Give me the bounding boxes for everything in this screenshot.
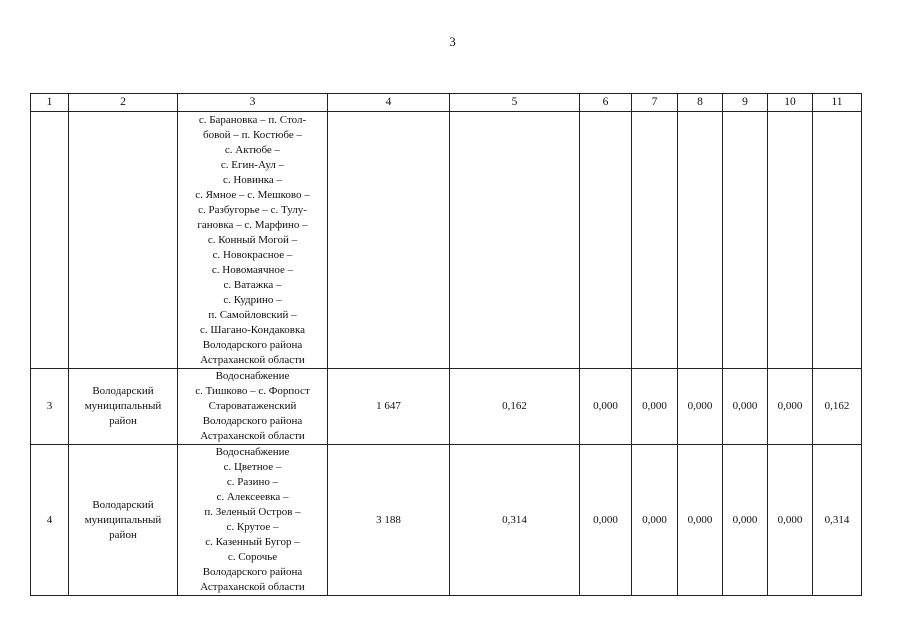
value-cell: 0,162 xyxy=(450,369,580,445)
column-header: 4 xyxy=(328,94,450,112)
route-line: Астраханской области xyxy=(200,354,305,366)
column-header: 9 xyxy=(723,94,768,112)
route-line: Староватаженский xyxy=(208,400,297,412)
data-table xyxy=(30,93,862,596)
route-line: с. Конный Могой – xyxy=(207,234,298,246)
route-line: Володарского района xyxy=(202,566,303,578)
route-line: с. Кудрино – xyxy=(223,294,282,306)
route-line: Водоснабжение xyxy=(215,446,290,458)
value-cell: 0,000 xyxy=(723,369,768,445)
value-cell: 0,000 xyxy=(632,369,678,445)
row-number-cell: 3 xyxy=(31,369,69,445)
municipality-cell xyxy=(69,369,178,445)
route-line: Астраханской области xyxy=(200,430,305,442)
route-line: Володарского района xyxy=(202,339,303,351)
route-line: с. Казенный Бугор – xyxy=(205,536,300,548)
value-cell: 0,000 xyxy=(768,445,813,596)
route-line: с. Разбугорье – с. Тулу- xyxy=(198,204,307,216)
municipality-line: район xyxy=(109,415,137,427)
route-line: с. Разино – xyxy=(226,476,279,488)
municipality-cell xyxy=(69,112,178,369)
route-line: с. Сорочье xyxy=(227,551,278,563)
value-cell xyxy=(678,112,723,369)
value-cell xyxy=(723,112,768,369)
municipality-line: район xyxy=(109,528,137,541)
route-line: с. Крутое – xyxy=(226,521,279,533)
column-header: 1 xyxy=(31,94,69,112)
header-row xyxy=(31,94,862,112)
value-cell: 0,000 xyxy=(632,445,678,596)
value-cell: 0,000 xyxy=(678,369,723,445)
route-line: п. Самойловский – xyxy=(208,309,297,321)
value-cell: 0,162 xyxy=(813,369,862,445)
municipality-line: муниципальный xyxy=(84,400,162,412)
route-cell xyxy=(178,445,328,596)
route-line: с. Шагано-Кондаковка xyxy=(200,324,305,336)
value-cell xyxy=(813,112,862,369)
value-cell: 0,314 xyxy=(813,445,862,596)
route-line: с. Актюбе – xyxy=(224,144,281,156)
route-line: с. Новомаячное – xyxy=(211,264,294,276)
value-cell xyxy=(768,112,813,369)
route-line: с. Тишково – с. Форпост xyxy=(195,385,310,397)
column-header: 2 xyxy=(69,94,178,112)
value-cell xyxy=(632,112,678,369)
column-header: 10 xyxy=(768,94,813,112)
value-cell: 0,314 xyxy=(450,445,580,596)
value-cell xyxy=(328,112,450,369)
route-line: с. Ватажка – xyxy=(223,279,282,291)
column-header: 3 xyxy=(178,94,328,112)
route-line: с. Барановка – п. Стол- xyxy=(198,114,307,126)
column-header: 6 xyxy=(580,94,632,112)
route-line: Водоснабжение xyxy=(215,370,290,382)
value-cell: 0,000 xyxy=(678,445,723,596)
municipality-line: муниципальный xyxy=(84,513,162,526)
municipality-cell xyxy=(69,445,178,596)
municipality-line: Володарский xyxy=(92,385,154,397)
column-header: 11 xyxy=(813,94,862,112)
route-line: с. Новинка – xyxy=(222,174,283,186)
value-cell: 0,000 xyxy=(768,369,813,445)
row-number-cell xyxy=(31,112,69,369)
value-cell: 0,000 xyxy=(723,445,768,596)
value-cell xyxy=(580,112,632,369)
route-line: с. Ямное – с. Мешково – xyxy=(195,189,310,201)
value-cell: 1 647 xyxy=(328,369,450,445)
route-line: с. Алексеевка – xyxy=(216,491,289,503)
route-line: бовой – п. Костюбе – xyxy=(202,129,303,141)
route-cell xyxy=(178,369,328,445)
route-line: с. Новокрасное – xyxy=(212,249,293,261)
route-line: Астраханской области xyxy=(200,581,305,593)
route-line: п. Зеленый Остров – xyxy=(204,506,301,518)
page-number: 3 xyxy=(449,34,456,49)
value-cell: 3 188 xyxy=(328,445,450,596)
column-header: 7 xyxy=(632,94,678,112)
route-cell xyxy=(178,112,328,369)
route-line: с. Цветное – xyxy=(223,461,282,473)
value-cell: 0,000 xyxy=(580,445,632,596)
column-header: 5 xyxy=(450,94,580,112)
row-number-cell: 4 xyxy=(31,445,69,596)
municipality-line: Володарский xyxy=(92,498,154,511)
column-header: 8 xyxy=(678,94,723,112)
table-row xyxy=(31,112,862,369)
route-line: с. Егин-Аул – xyxy=(220,159,285,171)
value-cell: 0,000 xyxy=(580,369,632,445)
table-row xyxy=(31,369,862,445)
route-line: гановка – с. Марфино – xyxy=(197,219,308,231)
table-row xyxy=(31,445,862,596)
value-cell xyxy=(450,112,580,369)
route-line: Володарского района xyxy=(202,415,303,427)
